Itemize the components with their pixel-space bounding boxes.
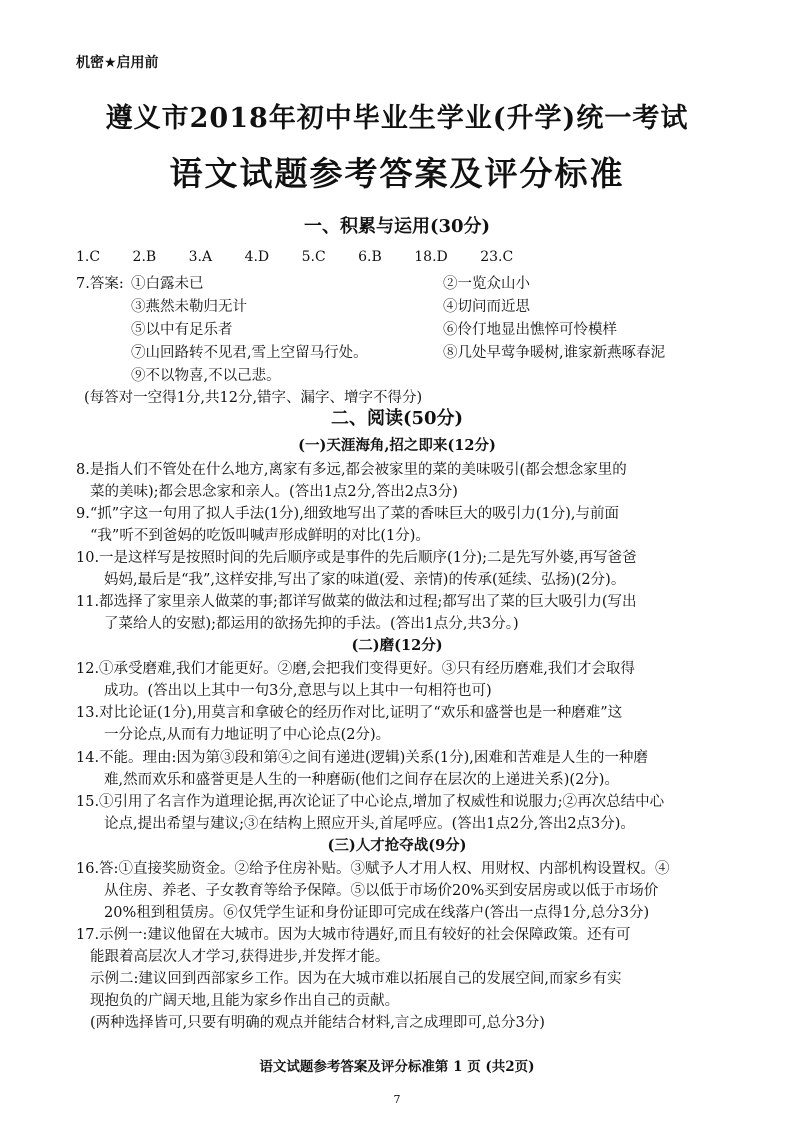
choice-answer: 2.B [132,249,157,265]
page-number: 7 [393,1093,401,1106]
q11-line: 了菜给人的安慰);都运用的欲扬先抑的手法。(答出1点分,共3分。) [104,616,519,632]
choice-answer: 23.C [480,249,514,265]
q17-line: 17.示例一:建议他留在大城市。因为大城市待遇好,而且有较好的社会保障政策。还有可 [76,927,631,943]
q12-line: 成功。(答出以上其中一句3分,意思与以上其中一句相符也可) [104,683,492,699]
q17-line: (两种选择皆可,只要有明确的观点并能结合材料,言之成理即可,总分3分) [90,1015,545,1031]
q12-line: 12.①承受磨难,我们才能更好。②磨,会把我们变得更好。③只有经历磨难,我们才会取得 [76,661,635,677]
choice-answer: 18.D [414,249,448,265]
q14-line: 14.不能。理由:因为第③段和第④之间有递进(逻辑)关系(1分),困难和苦难是人生的一种磨 [76,750,648,766]
q7-item: ⑨不以物喜,不以己悲。 [131,368,281,384]
choice-answer: 6.B [358,249,382,265]
q17-line: 现抱负的广阔天地,且能为家乡作出自己的贡献。 [90,993,400,1009]
q10-line: 妈妈,最后是“我”,这样安排,写出了家的味道(爱、亲情)的传承(延续、弘扬)(2分)。 [104,572,626,588]
choice-answer: 3.A [188,249,213,265]
choice-answer: 5.C [301,249,326,265]
q7-item: ①白露未已 [131,276,204,292]
passage2-heading: (二)磨(12分) [351,637,443,654]
q7-item: ④切问而近思 [443,299,530,315]
choice-answer: 4.D [244,249,270,265]
choice-answers-row [76,249,541,265]
q13-line: 一分论点,从而有力地证明了中心论点(2分)。 [104,727,391,743]
q7-item: ⑧几处早莺争暖树,谁家新燕啄春泥 [443,345,666,361]
q13-line: 13.对比论证(1分),用莫言和拿破仑的经历作对比,证明了“欢乐和盛誉也是一种磨难”这 [76,705,623,721]
section1-heading: 一、积累与运用(30分) [303,216,491,237]
passage1-heading: (一)天涯海角,招之即来(12分) [298,437,496,454]
q7-item: ②一览众山小 [443,276,530,292]
q16-line: 16.答:①直接奖励资金。②给予住房补贴。③赋予人才用人权、用财权、内部机构设置权。④ [76,861,670,877]
passage3-heading: (三)人才抢夺战(9分) [327,837,467,854]
q8-line: 8.是指人们不管处在什么地方,离家有多远,都会被家里的菜的美味吸引(都会想念家里的 [76,462,627,478]
q10-line: 10.一是这样写是按照时间的先后顺序或是事件的先后顺序(1分);二是先写外婆,再写爸爸 [76,550,637,566]
q7-item: ⑥伶仃地显出憔悴可怜模样 [443,322,617,338]
q7-item: ⑦山回路转不见君,雪上空留马行处。 [131,345,368,361]
q16-line: 20%租到租赁房。⑥仅凭学生证和身份证即可完成在线落户(答出一点得1分,总分3分) [104,905,650,921]
q7-scoring-note: (每答对一空得1分,共12分,错字、漏字、增字不得分) [84,390,423,406]
document-title: 语文试题参考答案及评分标准 [169,154,625,193]
q7-item: ③燕然未勒归无计 [131,299,247,315]
confidential-label: 机密★启用前 [76,55,159,71]
q9-line: 9.“抓”字这一句用了拟人手法(1分),细致地写出了菜的香味巨大的吸引力(1分),与前面 [76,506,619,522]
q7-label: 7.答案: [76,276,124,292]
choice-answer: 1.C [76,249,101,265]
q17-line: 示例二:建议回到西部家乡工作。因为在大城市难以拓展自己的发展空间,而家乡有实 [90,971,622,987]
page-footer: 语文试题参考答案及评分标准第 1 页 (共2页) [259,1059,535,1075]
q16-line: 从住房、养老、子女教育等给予保障。⑤以低于市场价20%买到安居房或以低于市场价 [104,883,659,899]
q14-line: 难,然而欢乐和盛誉更是人生的一种磨砺(他们之间存在层次的上递进关系)(2分)。 [104,772,619,788]
q8-line: 菜的美味);都会思念家和亲人。(答出1点2分,答出2点3分) [90,484,458,500]
exam-title: 遵义市2018年初中毕业生学业(升学)统一考试 [105,103,689,134]
section2-heading: 二、阅读(50分) [330,408,464,429]
q15-line: 论点,提出希望与建议;③在结构上照应开头,首尾呼应。(答出1点2分,答出2点3分)。 [104,816,635,832]
q7-item: ⑤以中有足乐者 [131,322,233,338]
q17-line: 能跟着高层次人才学习,获得进步,并发挥才能。 [90,949,390,965]
q15-line: 15.①引用了名言作为道理论据,再次论证了中心论点,增加了权威性和说服力;②再次总结中心 [76,794,665,810]
q9-line: “我”听不到爸妈的吃饭叫喊声形成鲜明的对比(1分)。 [90,528,430,544]
q11-line: 11.都选择了家里亲人做菜的事;都详写做菜的做法和过程;都写出了菜的巨大吸引力(写出 [76,594,637,610]
